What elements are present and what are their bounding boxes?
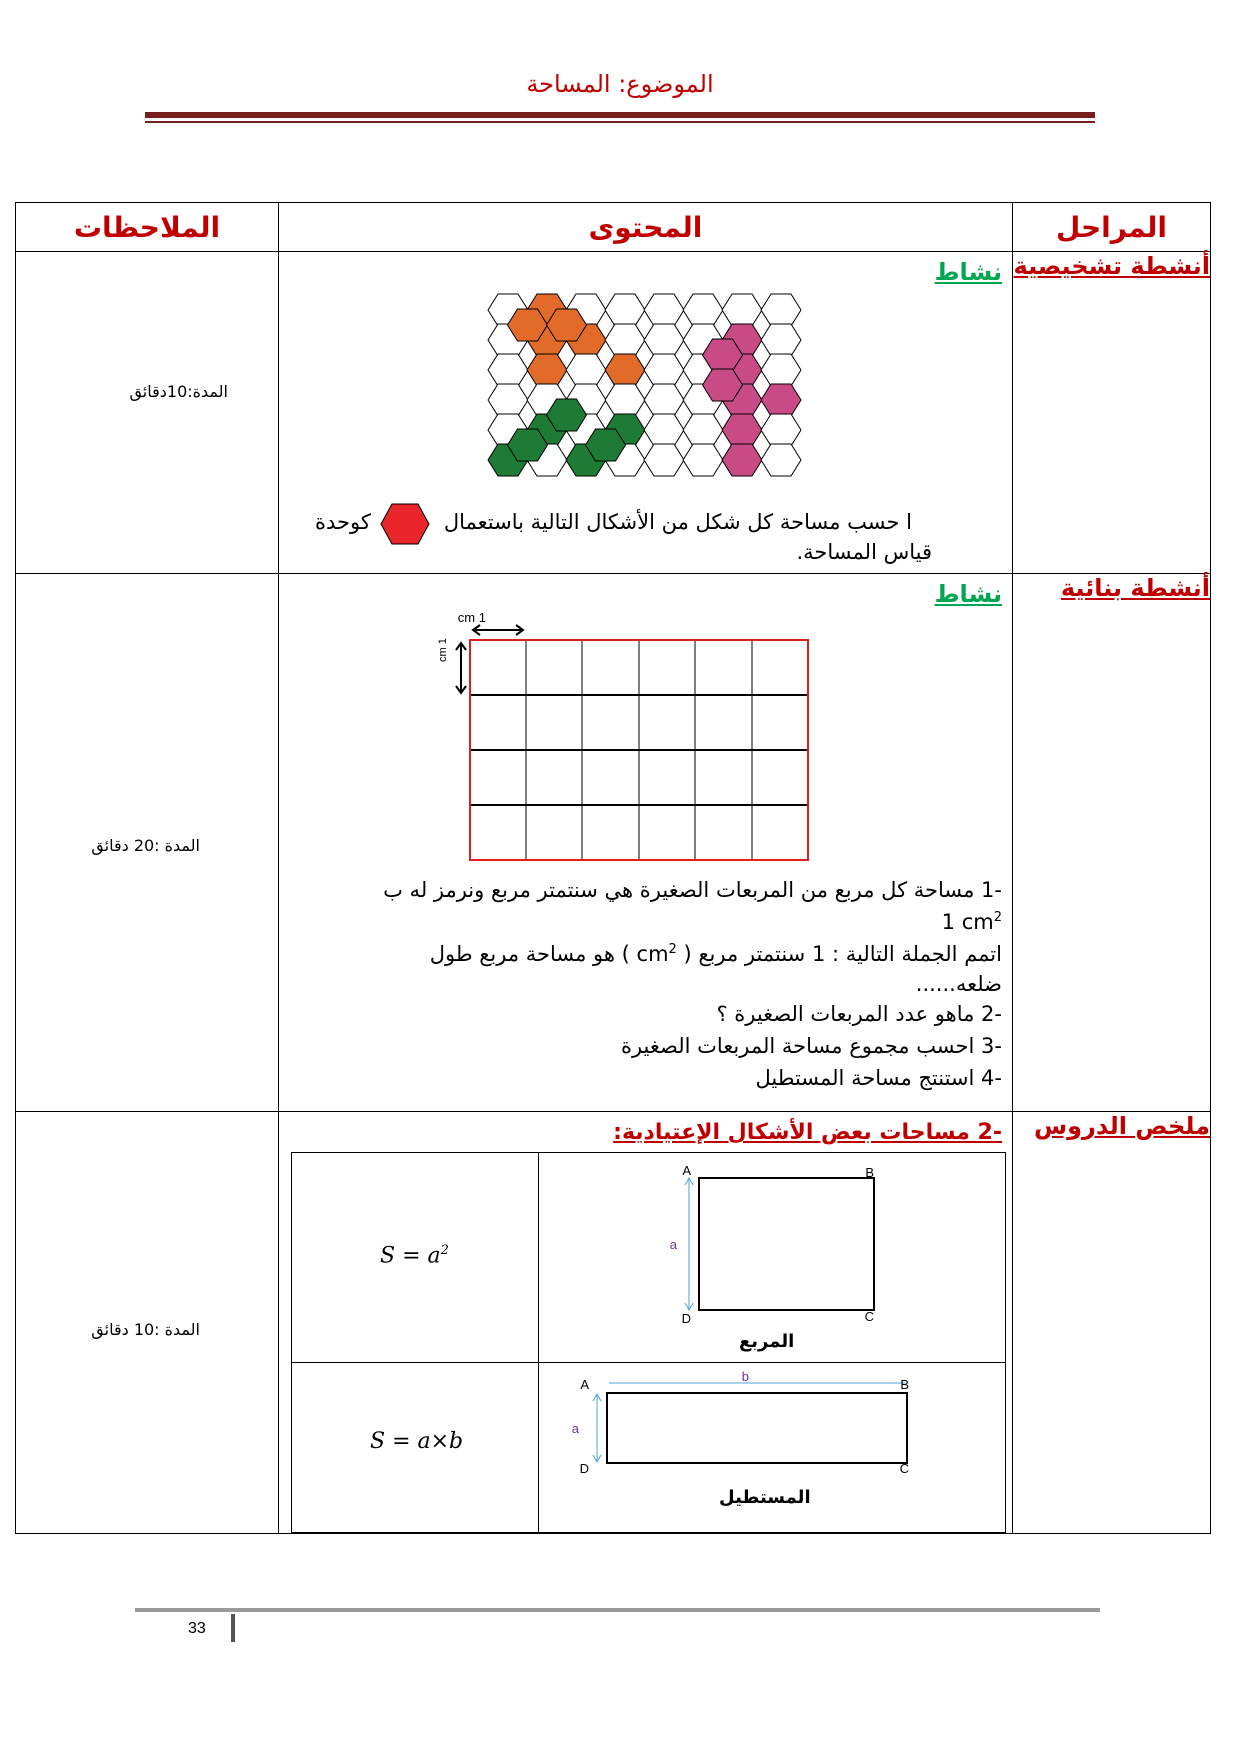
hexagon-cell [605,294,645,326]
hexagon-cell [488,354,528,386]
content-diagnostic [279,252,1013,574]
formula-lhs: S [380,1243,396,1269]
hexagon-cell [644,354,684,386]
hexagon-cell [761,354,801,386]
hexagon-cell [566,354,606,386]
question-2: -2 ماهو عدد المربعات الصغيرة ؟ [716,1002,1002,1026]
page-number: 33 [188,1620,206,1637]
footer-rule [135,1608,1100,1612]
hexagon-cell [605,384,645,416]
vertex-a: A [580,1377,589,1392]
hexagon-cell [605,324,645,356]
note-summary [16,1112,279,1534]
activity-label: نشاط [934,580,1002,608]
vertex-d: D [579,1461,589,1476]
square-diagram [669,1163,884,1326]
instruction-line2: قياس المساحة. [796,540,932,564]
dim-horizontal-label: 1 cm [457,610,486,625]
hexagon-cell [722,444,762,476]
rectangle-formula-cell [292,1363,539,1533]
hexagon-cell [644,324,684,356]
unit-label: كوحدة [315,510,371,534]
stage-summary: ملخص الدروس [1013,1112,1211,1534]
q1b-unit [637,942,677,966]
rectangle-diagram [569,1369,949,1483]
hexagon-cell [761,414,801,446]
formula-rhs: = a [402,1243,441,1269]
activity-label: نشاط [934,258,1002,286]
cm-unit: 1 cm [941,910,994,934]
vertex-d: D [681,1311,691,1326]
hexagon-cell [644,414,684,446]
unit-square-grid [454,610,834,874]
hexagon-cell [683,414,723,446]
page-title: الموضوع: المساحة [526,70,714,98]
q1b-unit-text: cm [636,942,669,966]
hexagon-cell [761,294,801,326]
vertex-b: B [865,1165,874,1180]
hexagon-cell [605,354,645,386]
hexagon-cell [722,294,762,326]
footer-bar [231,1614,235,1642]
hexagon-cell [761,444,801,476]
hexagon-cell [644,294,684,326]
header-rule [145,112,1095,118]
header-notes: الملاحظات [16,203,279,252]
hexagon-cell [683,444,723,476]
unit-hexagon-icon [379,502,431,546]
duration-note: المدة :20 دقائق [91,836,200,855]
q1b-part1: اتمم الجملة التالية : 1 سنتمتر مربع ( [683,942,1002,966]
content-constructive [279,574,1013,1112]
lesson-table [15,202,1211,1534]
square-figure-cell [539,1153,1006,1363]
hexagon-cell [527,354,567,386]
rectangle-formula: S = a×b [370,1429,464,1454]
hexagon-cell [761,324,801,356]
square-name: المربع [739,1331,795,1352]
dim-vertical-label: 1 cm [437,638,449,662]
stage-diagnostic: أنشطة تشخيصية [1013,252,1211,574]
question-1-unit [942,910,1002,934]
square-side-label: a [669,1237,677,1252]
note-constructive [16,574,279,1112]
rectangle-figure-cell [539,1363,1006,1533]
summary-title: -2 مساحات بعض الأشكال الإعتيادية: [613,1120,1002,1145]
duration-note: المدة:10دقائق [129,382,228,401]
note-diagnostic [16,252,279,574]
square-formula [380,1243,449,1268]
rect-side-a-label: a [571,1421,579,1436]
question-1b-cont: ضلعه...... [915,972,1002,996]
hexagon-grid [484,290,814,490]
question-4: -4 استنتج مساحة المستطيل [755,1066,1002,1090]
rect-side-b-label: b [741,1369,749,1384]
hexagon-cell [722,414,762,446]
rectangle-name: المستطيل [719,1487,811,1508]
instruction-line1: ا حسب مساحة كل شكل من الأشكال التالية باستعمال [443,510,912,534]
formulas-table [291,1152,1006,1533]
duration-note: المدة :10 دقائق [91,1320,200,1339]
vertex-a: A [682,1163,691,1178]
vertex-b: B [900,1377,909,1392]
vertex-c: C [899,1461,909,1476]
header-stages: المراحل [1013,203,1211,252]
header-content: المحتوى [279,203,1013,252]
hexagon-cell [488,384,528,416]
hexagon-cell [761,384,801,416]
hexagon-cell [644,384,684,416]
q1b-exponent: 2 [668,942,677,957]
header-rule-thin [145,121,1095,123]
hexagon-cell [683,294,723,326]
question-1b [430,942,1002,966]
unit-exponent: 2 [993,910,1002,925]
hexagon-cell [644,444,684,476]
formula-exp: 2 [440,1243,449,1258]
content-summary [279,1112,1013,1534]
q1b-part2: ) هو مساحة مربع طول [429,942,630,966]
square-formula-cell [292,1153,539,1363]
question-3: -3 احسب مجموع مساحة المربعات الصغيرة [620,1034,1002,1058]
vertex-c: C [864,1309,874,1324]
stage-constructive: أنشطة بنائية [1013,574,1211,1112]
question-1: -1 مساحة كل مربع من المربعات الصغيرة هي سنتمتر مربع ونرمز له ب [383,878,1002,902]
